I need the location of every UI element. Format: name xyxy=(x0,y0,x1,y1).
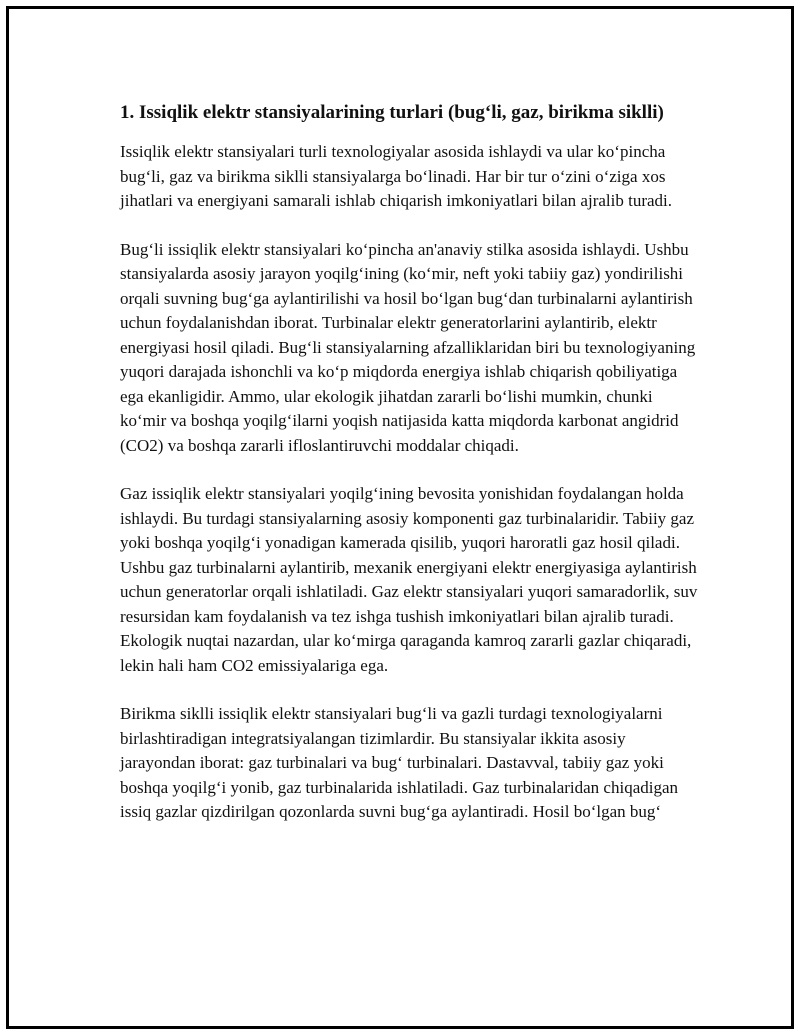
paragraph-intro: Issiqlik elektr stansiyalari turli texnologiyalar asosida ishlaydi va ular ko‘pincha bug‘li, gaz va birikma siklli stansiyalarga bo‘linadi. Har bir tur o‘zini o‘ziga xos jihatlari va energiyani samarali ishlab chiqarish imkoniyatlari bilan ajralib turadi. xyxy=(120,142,673,210)
paragraph-combined-cycle: Birikma siklli issiqlik elektr stansiyalari bug‘li va gazli turdagi texnologiyalarni birlashtiradigan integratsiyalangan tizimlardir. Bu stansiyalar ikkita asosiy jarayondan iborat: gaz turbinalari va bug‘ turbinalari. Dastavval, tabiiy gaz yoki boshqa yoqilg‘i yonib, gaz turbinalarida ishlatiladi. Gaz turbinalaridan chiqadigan issiq gazlar qizdirilgan qozonlarda suvni bug‘ga aylantiradi. Hosil bo‘lgan bug‘ xyxy=(120,704,679,821)
document-body xyxy=(120,99,698,849)
page-frame xyxy=(6,6,794,1029)
paragraph-gas-plants: Gaz issiqlik elektr stansiyalari yoqilg‘ining bevosita yonishidan foydalangan holda ishlaydi. Bu turdagi stansiyalarning asosiy komponenti gaz turbinalaridir. Tabiiy gaz yoki boshqa yoqilg‘i yonadigan kamerada qisilib, yuqori haroratli gaz hosil qiladi. Ushbu gaz turbinalarni aylantirib, mexanik energiyani elektr energiyasiga aylantirish uchun generatorlar orqali ishlatiladi. Gaz elektr stansiyalari yuqori samaradorlik, suv resursidan kam foydalanish va tez ishga tushish imkoniyatlari bilan ajralib turadi. Ekologik nuqtai nazardan, ular ko‘mirga qaraganda kamroq zararli gazlar chiqaradi, lekin hali ham CO2 emissiyalariga ega. xyxy=(120,484,698,675)
paragraph-steam-plants: Bug‘li issiqlik elektr stansiyalari ko‘pincha an'anaviy stilka asosida ishlaydi. Ushbu stansiyalarda asosiy jarayon yoqilg‘ining (ko‘mir, neft yoki tabiiy gaz) yondirilishi orqali suvning bug‘ga aylantirilishi va hosil bo‘lgan bug‘dan turbinalarni aylantirish uchun foydalanishdan iborat. Turbinalar elektr generatorlarini aylantirib, elektr energiyasi hosil qiladi. Bug‘li stansiyalarning afzalliklaridan biri bu texnologiyaning yuqori darajada ishonchli va ko‘p miqdorda energiya ishlab chiqarish qobiliyatiga ega ekanligidir. Ammo, ular ekologik jihatdan zararli bo‘lishi mumkin, chunki ko‘mir va boshqa yoqilg‘ilarni yoqish natijasida katta miqdorda karbonat angidrid (CO2) va boshqa zararli ifloslantiruvchi moddalar chiqadi. xyxy=(120,239,696,455)
section-heading: 1. Issiqlik elektr stansiyalarining turlari (bug‘li, gaz, birikma siklli) xyxy=(120,102,664,123)
